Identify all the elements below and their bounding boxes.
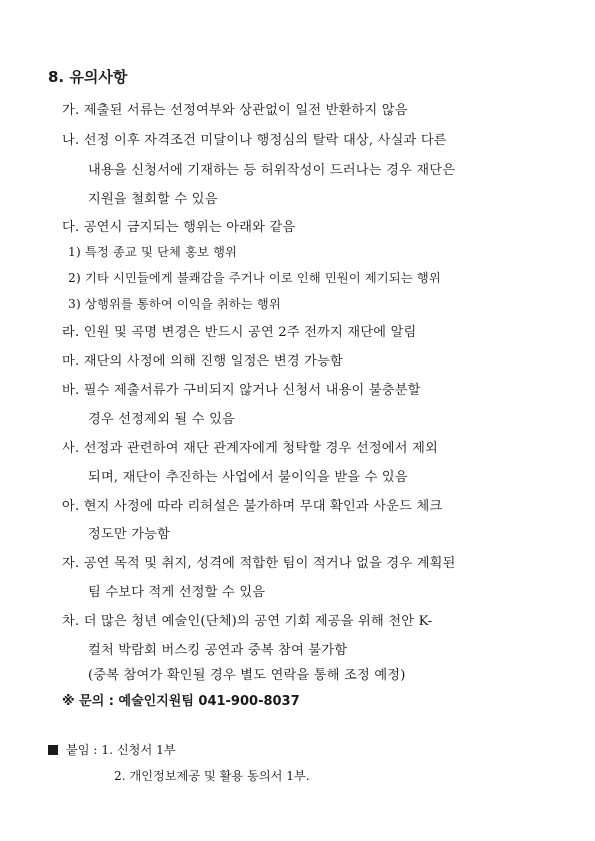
notice-item-ja: 자. 공연 목적 및 취지, 성격에 적합한 팀이 적거나 없을 경우 계획된 bbox=[62, 556, 456, 571]
notice-item-ga: 가. 제출된 서류는 선정여부와 상관없이 일전 반환하지 않음 bbox=[62, 103, 408, 118]
notice-item-cha: 차. 더 많은 청년 예술인(단체)의 공연 기회 제공을 위해 천안 K- bbox=[62, 614, 433, 629]
square-bullet-icon bbox=[48, 745, 58, 755]
notice-item-sa: 사. 선정과 관련하여 재단 관계자에게 청탁할 경우 선정에서 제외 bbox=[62, 441, 438, 456]
prohibited-item-2: 2) 기타 시민들에게 불쾌감을 주거나 이로 인해 민원이 제기되는 행위 bbox=[68, 271, 441, 285]
section-heading: 8. 유의사항 bbox=[48, 68, 128, 86]
notice-item-na: 나. 선정 이후 자격조건 미달이나 행정심의 탈락 대상, 사실과 다른 bbox=[62, 133, 447, 148]
notice-item-da: 다. 공연시 금지되는 행위는 아래와 같음 bbox=[62, 220, 296, 235]
notice-item-a: 아. 현지 사정에 따라 리허설은 불가하며 무대 확인과 사운드 체크 bbox=[62, 499, 443, 514]
notice-item-sa-cont: 되며, 재단이 추진하는 사업에서 불이익을 받을 수 있음 bbox=[88, 470, 408, 485]
notice-item-na-cont-1: 내용을 신청서에 기재하는 등 허위작성이 드러나는 경우 재단은 bbox=[88, 163, 456, 178]
attachment-line-2: 2. 개인정보제공 및 활용 동의서 1부. bbox=[114, 769, 310, 783]
attachment-line-1 bbox=[48, 741, 176, 758]
notice-item-ja-cont: 팀 수보다 적게 선정할 수 있음 bbox=[88, 585, 266, 600]
notice-item-na-cont-2: 지원을 철회할 수 있음 bbox=[88, 192, 218, 207]
notice-item-a-cont: 정도만 가능함 bbox=[88, 527, 171, 542]
attachment-label: 붙임 : 1. 신청서 1부 bbox=[66, 743, 176, 757]
notice-item-ba-cont: 경우 선정제외 될 수 있음 bbox=[88, 412, 235, 427]
notice-item-cha-cont-2: (중복 참여가 확인될 경우 별도 연락을 통해 조정 예정) bbox=[88, 668, 406, 683]
notice-item-ma: 마. 재단의 사정에 의해 진행 일정은 변경 가능함 bbox=[62, 354, 343, 369]
contact-info: ※ 문의 : 예술인지원팀 041-900-8037 bbox=[62, 694, 300, 709]
notice-item-ra: 라. 인원 및 곡명 변경은 반드시 공연 2주 전까지 재단에 알림 bbox=[62, 325, 417, 340]
prohibited-item-3: 3) 상행위를 통하여 이익을 취하는 행위 bbox=[68, 297, 281, 311]
notice-item-ba: 바. 필수 제출서류가 구비되지 않거나 신청서 내용이 불충분할 bbox=[62, 383, 421, 398]
notice-item-cha-cont-1: 컬처 박람회 버스킹 공연과 중복 참여 불가함 bbox=[88, 643, 348, 658]
prohibited-item-1: 1) 특정 종교 및 단체 홍보 행위 bbox=[68, 245, 238, 259]
